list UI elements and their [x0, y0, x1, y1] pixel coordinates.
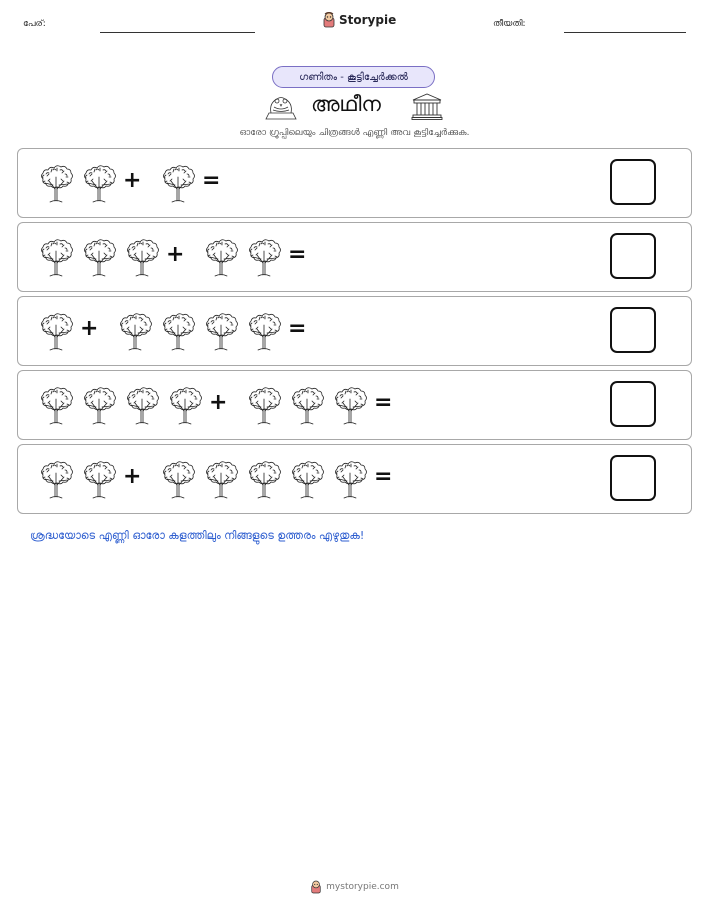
page-title: അഥീന [311, 92, 381, 116]
tree-icon [288, 383, 326, 425]
owl-statue-icon [263, 91, 299, 121]
tree-icon [37, 235, 75, 277]
tree-icon [166, 383, 204, 425]
plus-sign: + [209, 390, 228, 415]
footer [0, 880, 709, 894]
name-label: പേര്: [23, 19, 46, 29]
tree-icon [37, 457, 75, 499]
answer-box[interactable] [610, 159, 656, 205]
storypie-mascot-icon [322, 12, 336, 28]
footer-url[interactable]: mystorypie.com [326, 882, 399, 892]
instruction-note: ശ്രദ്ധയോടെ എണ്ണി ഓരോ കളത്തിലും നിങ്ങളുടെ ഉത്തരം എഴുതുക! [30, 529, 365, 542]
tree-icon [80, 235, 118, 277]
tree-icon [245, 309, 283, 351]
instructions: ഓരോ ഗ്രൂപ്പിലെയും ചിത്രങ്ങൾ എണ്ണി അവ കൂട്ടിച്ചേർക്കുക. [239, 128, 470, 138]
title-row [0, 90, 709, 122]
equals-sign: = [288, 316, 307, 341]
plus-sign: + [123, 168, 142, 193]
date-label: തീയതി: [493, 19, 526, 29]
answer-box[interactable] [610, 455, 656, 501]
problem-row [17, 148, 692, 218]
answer-box[interactable] [610, 307, 656, 353]
tree-icon [245, 235, 283, 277]
equals-sign: = [374, 390, 393, 415]
tree-icon [37, 161, 75, 203]
tree-icon [202, 457, 240, 499]
tree-icon [159, 457, 197, 499]
tree-icon [159, 161, 197, 203]
worksheet-header [0, 0, 709, 40]
tree-icon [80, 161, 118, 203]
equals-sign: = [288, 242, 307, 267]
tree-icon [202, 309, 240, 351]
problem-row [17, 222, 692, 292]
tree-icon [331, 457, 369, 499]
tree-icon [245, 383, 283, 425]
plus-sign: + [80, 316, 99, 341]
tree-icon [37, 309, 75, 351]
tree-icon [288, 457, 326, 499]
tree-icon [123, 383, 161, 425]
tree-icon [37, 383, 75, 425]
tree-icon [202, 235, 240, 277]
tree-icon [80, 457, 118, 499]
problem-row [17, 370, 692, 440]
brand-name: Storypie [339, 13, 397, 27]
plus-sign: + [166, 242, 185, 267]
topic-badge: ഗണിതം - കൂട്ടിച്ചേർക്കൽ [272, 66, 435, 88]
tree-icon [245, 457, 283, 499]
tree-icon [80, 383, 118, 425]
storypie-mascot-icon [310, 880, 322, 894]
equals-sign: = [374, 464, 393, 489]
answer-box[interactable] [610, 381, 656, 427]
name-line[interactable] [100, 32, 255, 33]
answer-box[interactable] [610, 233, 656, 279]
greek-temple-icon [411, 92, 443, 120]
tree-icon [116, 309, 154, 351]
problem-row [17, 444, 692, 514]
problem-row [17, 296, 692, 366]
brand-logo [322, 12, 396, 28]
equals-sign: = [202, 168, 221, 193]
tree-icon [123, 235, 161, 277]
tree-icon [159, 309, 197, 351]
date-line[interactable] [564, 32, 686, 33]
plus-sign: + [123, 464, 142, 489]
tree-icon [331, 383, 369, 425]
